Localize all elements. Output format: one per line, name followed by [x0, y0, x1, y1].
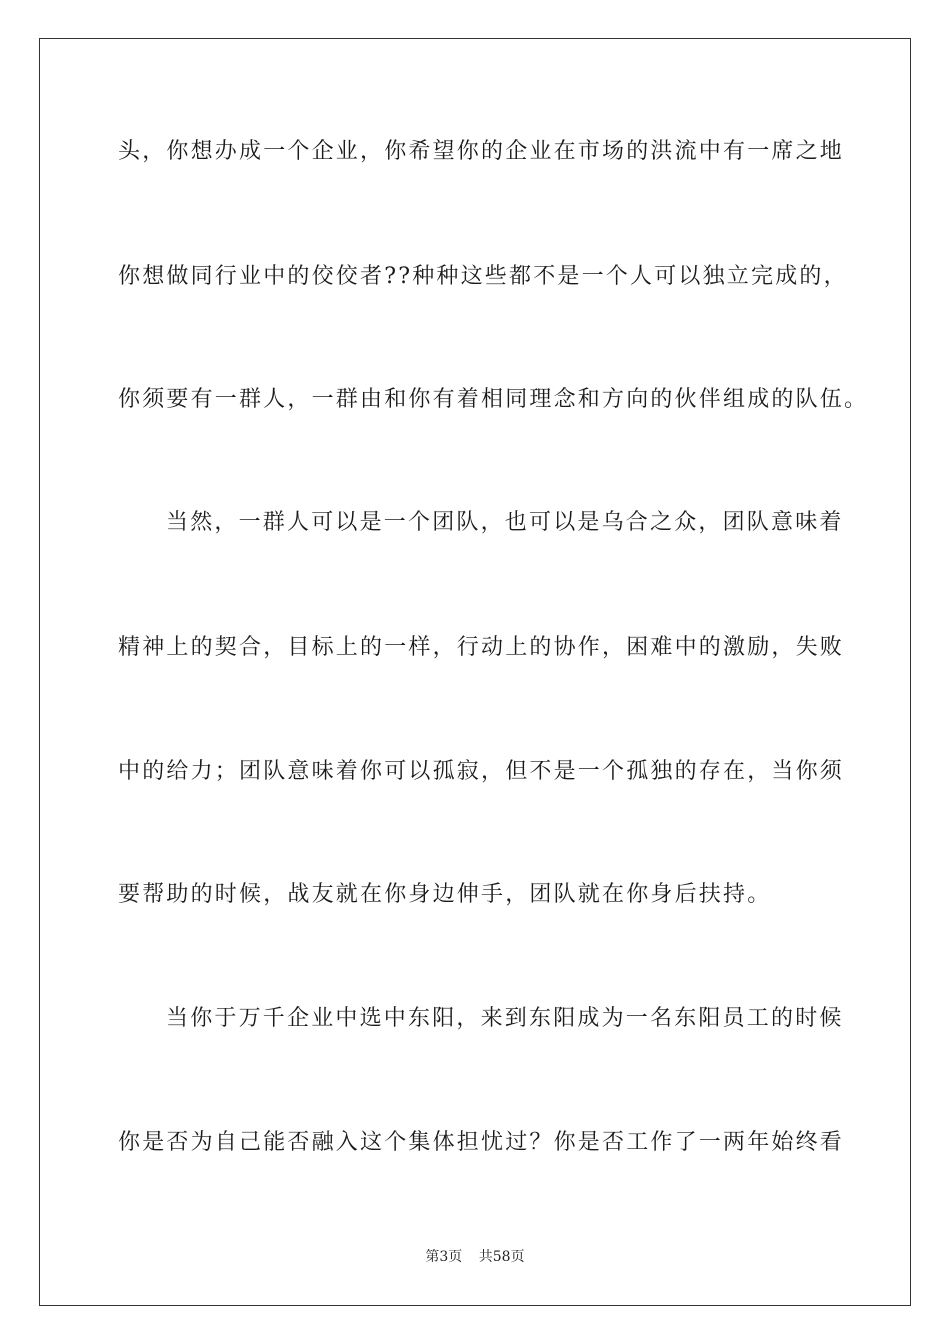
page-number: 第3页 — [425, 1249, 463, 1265]
text-line-5: 精神上的契合，目标上的一样，行动上的协作，困难中的激励，失败 — [118, 635, 845, 660]
text-line-1: 头，你想办成一个企业，你希望你的企业在市场的洪流中有一席之地 — [118, 139, 845, 164]
text-line-8: 当你于万千企业中选中东阳，来到东阳成为一名东阳员工的时候 — [166, 1006, 844, 1031]
text-line-6: 中的给力；团队意味着你可以孤寂，但不是一个孤独的存在，当你须 — [118, 759, 845, 784]
text-line-3: 你须要有一群人，一群由和你有着相同理念和方向的伙伴组成的队伍。 — [118, 387, 869, 412]
text-line-4: 当然，一群人可以是一个团队，也可以是乌合之众，团队意味着 — [166, 510, 844, 535]
text-line-2: 你想做同行业中的佼佼者??种种这些都不是一个人可以独立完成的， — [118, 264, 848, 289]
page-footer — [0, 1246, 950, 1266]
page-total: 共58页 — [478, 1249, 525, 1265]
page-border — [39, 38, 911, 1306]
text-line-9: 你是否为自己能否融入这个集体担忧过？你是否工作了一两年始终看 — [118, 1130, 845, 1155]
text-line-7: 要帮助的时候，战友就在你身边伸手，团队就在你身后扶持。 — [118, 882, 772, 907]
